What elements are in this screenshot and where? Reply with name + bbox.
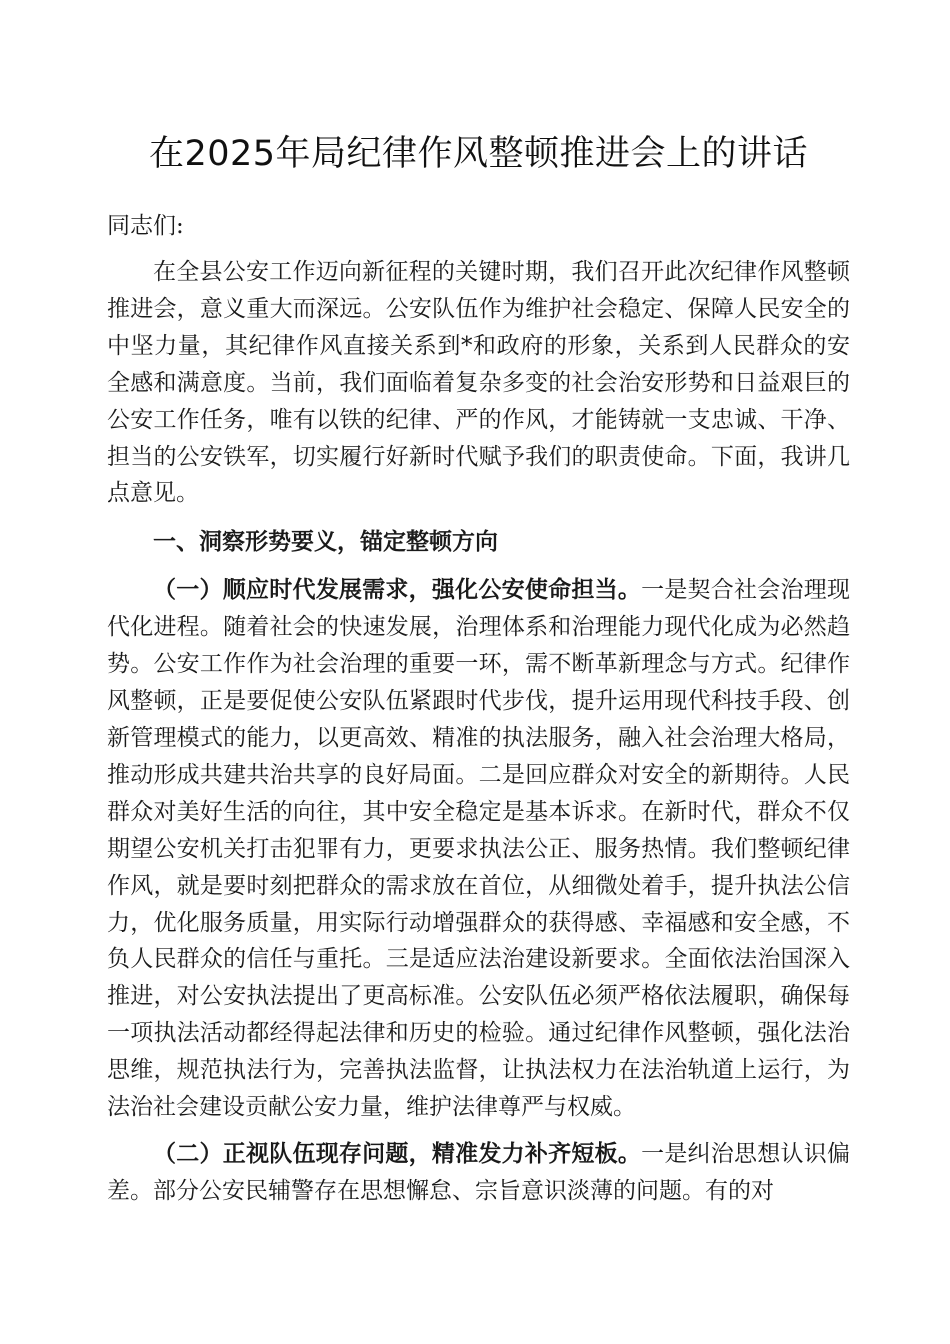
subsection-1-paragraph bbox=[107, 572, 850, 1126]
intro-paragraph: 在全县公安工作迈向新征程的关键时期，我们召开此次纪律作风整顿推进会，意义重大而深远。公安队伍作为维护社会稳定、保障人民安全的中坚力量，其纪律作风直接关系到*和政府的形象，关系到人民群众的安全感和满意度。当前，我们面临着复杂多变的社会治安形势和日益艰巨的公安工作任务，唯有以铁的纪律、严的作风，才能铸就一支忠诚、干净、担当的公安铁军，切实履行好新时代赋予我们的职责使命。下面，我讲几点意见。 bbox=[107, 259, 850, 507]
section-1-heading: 一、洞察形势要义，锚定整顿方向 bbox=[153, 528, 498, 556]
subsection-2-paragraph bbox=[107, 1136, 850, 1210]
subsection-2-body: 一是纠治思想认识偏差。部分公安民辅警存在思想懈怠、宗旨意识淡薄的问题。有的对 bbox=[107, 1140, 851, 1204]
subsection-1-body: 一是契合社会治理现代化进程。随着社会的快速发展，治理体系和治理能力现代化成为必然趋势。公安工作作为社会治理的重要一环，需不断革新理念与方式。纪律作风整顿，正是要促使公安队伍紧跟时代步伐，提升运用现代科技手段、创新管理模式的能力，以更高效、精准的执法服务，融入社会治理大格局，推动形成共建共治共享的良好局面。二是回应群众对安全的新期待。人民群众对美好生活的向往，其中安全稳定是基本诉求。在新时代，群众不仅期望公安机关打击犯罪有力，更要求执法公正、服务热情。我们整顿纪律作风，就是要时刻把群众的需求放在首位，从细微处着手，提升执法公信力，优化服务质量，用实际行动增强群众的获得感、幸福感和安全感，不负人民群众的信任与重托。三是适应法治建设新要求。全面依法治国深入推进，对公安执法提出了更高标准。公安队伍必须严格依法履职，确保每一项执法活动都经得起法律和历史的检验。通过纪律作风整顿，强化法治思维，规范执法行为，完善执法监督，让执法权力在法治轨道上运行，为法治社会建设贡献公安力量，维护法律尊严与权威。 bbox=[107, 577, 851, 1121]
salutation: 同志们: bbox=[107, 213, 184, 239]
document-title: 在2025年局纪律作风整顿推进会上的讲话 bbox=[148, 134, 809, 174]
subsection-1-lead: （一）顺应时代发展需求，强化公安使命担当。 bbox=[153, 576, 642, 604]
subsection-2-lead: （二）正视队伍现存问题，精准发力补齐短板。 bbox=[153, 1139, 642, 1167]
